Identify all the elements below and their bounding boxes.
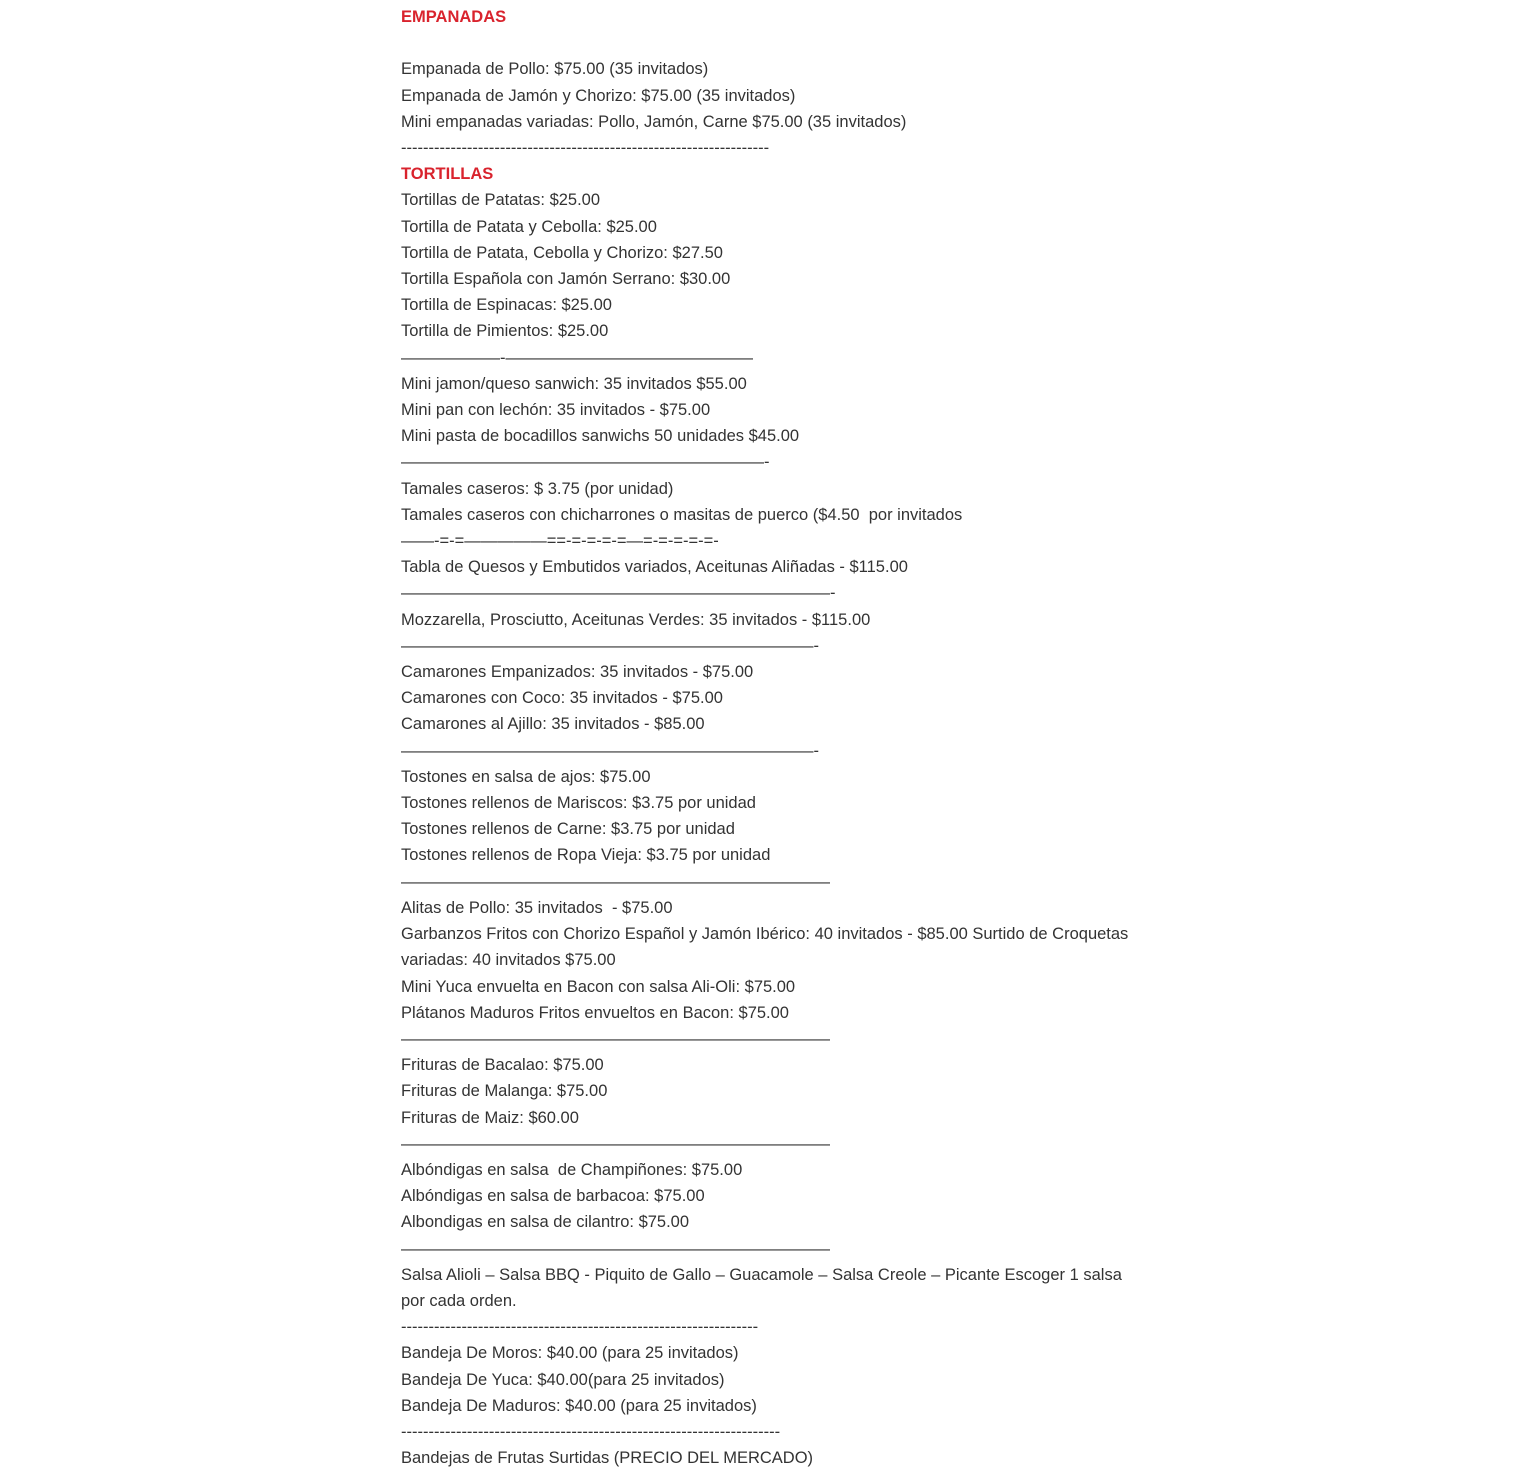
separator-line: ——————-——————————————— <box>401 348 753 367</box>
section-heading: EMPANADAS <box>401 8 507 26</box>
separator-line: —————————————————————————— <box>401 1134 830 1153</box>
menu-item: Tabla de Quesos y Embutidos variados, Aceitunas Aliñadas - $115.00 <box>401 558 908 577</box>
menu-item: Bandejas de Frutas Surtidas (PRECIO DEL MERCADO) <box>401 1449 814 1468</box>
separator-line: ----------------------------------------------------------------- <box>401 1318 759 1337</box>
menu-item: Tostones rellenos de Carne: $3.75 por unidad <box>401 820 735 839</box>
menu-item: Frituras de Malanga: $75.00 <box>401 1082 608 1101</box>
menu-item: Empanada de Jamón y Chorizo: $75.00 (35 invitados) <box>401 86 796 105</box>
menu-item: Empanada de Pollo: $75.00 (35 invitados) <box>401 60 709 79</box>
menu-list <box>401 4 1141 1471</box>
separator-line: ------------------------------------------------------------------- <box>401 139 770 157</box>
menu-item: Bandeja De Maduros: $40.00 (para 25 invitados) <box>401 1396 757 1415</box>
menu-item: Frituras de Bacalao: $75.00 <box>401 1056 604 1075</box>
separator-line: —————————————————————————- <box>401 636 819 655</box>
separator-line: —————————————————————————— <box>401 1239 830 1258</box>
menu-item: Tortilla de Pimientos: $25.00 <box>401 322 609 341</box>
menu-item: Tortilla Española con Jamón Serrano: $30.00 <box>401 270 731 289</box>
menu-item: Albóndigas en salsa de Champiñones: $75.00 <box>401 1160 743 1179</box>
menu-item: Tortillas de Patatas: $25.00 <box>401 191 601 210</box>
separator-line: —————————————————————————- <box>401 741 819 760</box>
menu-item: Alitas de Pollo: 35 invitados - $75.00 <box>401 898 673 917</box>
menu-item: Tostones rellenos de Mariscos: $3.75 por unidad <box>401 794 756 813</box>
menu-item: Mozzarella, Prosciutto, Aceitunas Verdes: 35 invitados - $115.00 <box>401 610 871 629</box>
menu-item: Tostones en salsa de ajos: $75.00 <box>401 767 651 786</box>
separator-line: ——————————————————————————- <box>401 584 836 603</box>
separator-line: —————————————————————————— <box>401 872 830 891</box>
menu-item: Tamales caseros: $ 3.75 (por unidad) <box>401 479 674 498</box>
menu-item: Camarones al Ajillo: 35 invitados - $85.00 <box>401 715 705 734</box>
menu-item: Mini empanadas variadas: Pollo, Jamón, Carne $75.00 (35 invitados) <box>401 112 907 131</box>
menu-item: Plátanos Maduros Fritos envueltos en Bacon: $75.00 <box>401 1003 789 1022</box>
menu-item: Albondigas en salsa de cilantro: $75.00 <box>401 1213 690 1232</box>
menu-item: Tortilla de Patata, Cebolla y Chorizo: $27.50 <box>401 243 723 262</box>
section-heading: TORTILLAS <box>401 165 494 184</box>
menu-item: Mini pan con lechón: 35 invitados - $75.00 <box>401 401 711 420</box>
separator-line: --------------------------------------------------------------------- <box>401 1422 781 1441</box>
menu-item: Salsa Alioli – Salsa BBQ - Piquito de Gallo – Guacamole – Salsa Creole – Picante Escoger 1 salsa por cada orden. <box>401 1265 1122 1310</box>
menu-item: Garbanzos Fritos con Chorizo Español y Jamón Ibérico: 40 invitados - $85.00 Surtido de Croquetas variadas: 40 invitados $75.00 <box>401 925 1129 970</box>
menu-item: Bandeja De Yuca: $40.00(para 25 invitados) <box>401 1370 725 1389</box>
menu-item: Tortilla de Patata y Cebolla: $25.00 <box>401 217 657 236</box>
menu-item: Tamales caseros con chicharrones o masitas de puerco ($4.50 por invitados <box>401 505 963 524</box>
menu-item: Camarones Empanizados: 35 invitados - $75.00 <box>401 663 754 682</box>
menu-item: Mini jamon/queso sanwich: 35 invitados $55.00 <box>401 374 747 393</box>
spacer <box>401 30 1141 56</box>
menu-item: Camarones con Coco: 35 invitados - $75.00 <box>401 689 723 708</box>
separator-line: ——-=-=—————==-=-=-=-=—=-=-=-=-=- <box>401 532 719 551</box>
separator-line: ——————————————————————- <box>401 453 770 472</box>
separator-line: —————————————————————————— <box>401 1029 830 1048</box>
menu-item: Tostones rellenos de Ropa Vieja: $3.75 por unidad <box>401 846 771 865</box>
menu-item: Albóndigas en salsa de barbacoa: $75.00 <box>401 1187 705 1206</box>
menu-item: Tortilla de Espinacas: $25.00 <box>401 296 612 315</box>
menu-item: Frituras de Maiz: $60.00 <box>401 1108 579 1127</box>
menu-item: Mini pasta de bocadillos sanwichs 50 unidades $45.00 <box>401 427 800 446</box>
menu-item: Bandeja De Moros: $40.00 (para 25 invitados) <box>401 1344 739 1363</box>
menu-item: Mini Yuca envuelta en Bacon con salsa Ali-Oli: $75.00 <box>401 977 796 996</box>
